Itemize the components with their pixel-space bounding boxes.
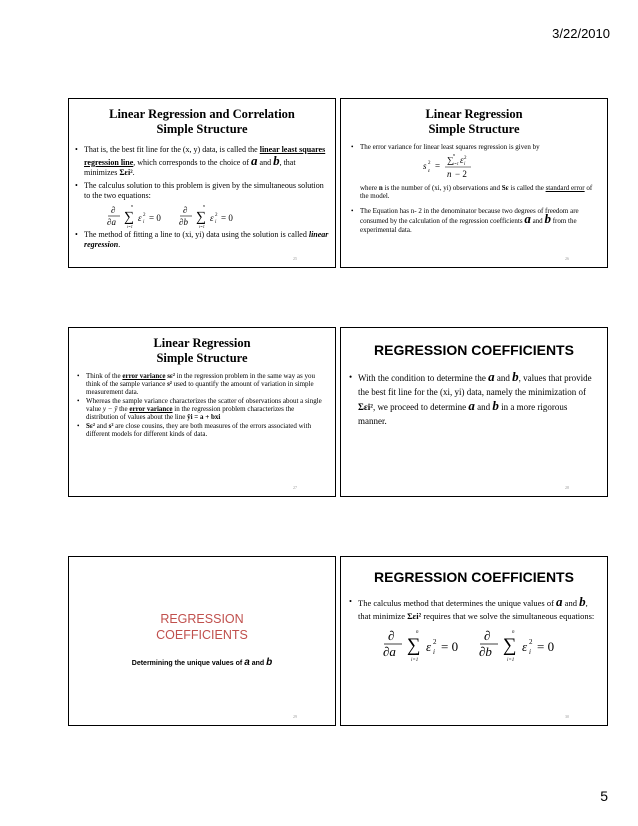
svg-text:∂: ∂: [484, 628, 491, 643]
svg-text:ε: ε: [210, 212, 214, 223]
where-note: where n is the number of (xi, yi) observations and Sε is called the standard error of the model.: [360, 183, 593, 200]
svg-text:= 0: = 0: [441, 639, 459, 654]
slide-title: Linear Regression and Correlation Simple Structure: [109, 107, 295, 136]
svg-text:=: =: [435, 160, 441, 171]
svg-text:i: i: [433, 648, 435, 656]
section-title: REGRESSION COEFFICIENTS: [156, 612, 248, 642]
svg-text:∂b: ∂b: [179, 216, 188, 227]
slide-title: REGRESSION COEFFICIENTS: [374, 342, 574, 358]
bullet-item: • The Equation has n- 2 in the denominator because two degrees of freedom are consumed by the calculation of the regression coefficients a and b from the experimental data.: [351, 207, 597, 235]
partial-derivative-equations: [383, 627, 607, 663]
svg-text:∂a: ∂a: [383, 644, 396, 659]
slide-number: 28: [565, 485, 569, 490]
bullet-item: • With the condition to determine the a and b, values that provide the best fit line for the (xi, yi) data, namely the minimization of Σεi², we proceed to determine a and b in a more rigorous manner.: [349, 370, 597, 428]
bullet-list: [75, 145, 329, 202]
bullet-list: [351, 143, 597, 152]
svg-text:n: n: [203, 203, 205, 208]
svg-text:i=1: i=1: [199, 223, 205, 229]
svg-text:= 0: = 0: [221, 212, 233, 223]
bullet-item: • Think of the error variance sε² in the regression problem in the same way as you think of the sample variance s² used to quantify the amount of variation in simple measurement data.: [77, 372, 327, 396]
svg-text:n: n: [447, 168, 452, 179]
slide-26: [340, 98, 608, 268]
svg-text:ε: ε: [426, 639, 432, 654]
page-date: 3/22/2010: [552, 26, 610, 41]
bullet-item: • The method of fitting a line to (xi, yi) data using the solution is called linear regression.: [75, 230, 329, 251]
svg-text:∑: ∑: [407, 635, 421, 656]
svg-text:2: 2: [143, 212, 146, 218]
svg-text:= 0: = 0: [537, 639, 555, 654]
bullet-item: • Whereas the sample variance characterizes the scatter of observations about a single value y − ȳ the error variance in the regression problem characterizes the distribution of values about the line ŷi = a + bxi: [77, 397, 327, 421]
bullet-item: • Sε² and s² are close cousins, they are both measures of the errors associated with different models for different kinds of data.: [77, 422, 327, 438]
slide-25: [68, 98, 336, 268]
slide-30: [340, 556, 608, 726]
bullet-list: [75, 230, 329, 251]
svg-text:∂: ∂: [183, 204, 188, 215]
svg-text:s: s: [423, 160, 427, 171]
svg-text:2: 2: [464, 155, 467, 161]
svg-text:∑: ∑: [503, 635, 517, 656]
svg-text:i=1: i=1: [507, 658, 515, 663]
svg-text:∂a: ∂a: [107, 216, 116, 227]
page-number: 5: [600, 788, 608, 804]
bullet-list: [349, 595, 597, 623]
error-variance-equation: [423, 152, 607, 182]
bullet-list: [77, 372, 327, 438]
bullet-list: [349, 370, 597, 428]
svg-text:2: 2: [529, 638, 533, 646]
svg-text:2: 2: [433, 638, 437, 646]
svg-text:∂b: ∂b: [479, 644, 492, 659]
svg-text:n: n: [416, 630, 419, 635]
svg-text:n: n: [453, 151, 455, 157]
svg-text:i: i: [215, 219, 217, 225]
bullet-item: • The calculus solution to this problem is given by the simultaneous solution to the two equations:: [75, 181, 329, 202]
slide-number: 29: [293, 714, 297, 719]
svg-text:∑: ∑: [447, 154, 454, 165]
svg-text:∂: ∂: [388, 628, 395, 643]
svg-text:= 0: = 0: [149, 212, 161, 223]
svg-text:ε: ε: [522, 639, 528, 654]
svg-text:2: 2: [215, 212, 218, 218]
slide-29: [68, 556, 336, 726]
bullet-list: [351, 207, 597, 235]
svg-text:2: 2: [428, 160, 431, 166]
svg-text:n: n: [131, 203, 133, 208]
slide-title: REGRESSION COEFFICIENTS: [374, 569, 574, 585]
svg-text:ε: ε: [138, 212, 142, 223]
svg-text:∑: ∑: [196, 209, 206, 225]
svg-text:∂: ∂: [111, 204, 116, 215]
svg-text:ε: ε: [460, 154, 464, 165]
svg-text:i: i: [464, 161, 466, 167]
bullet-item: • The error variance for linear least squares regression is given by: [351, 143, 597, 152]
section-subtitle: Determining the unique values of a and b: [131, 657, 273, 668]
bullet-item: • That is, the best fit line for the (x, y) data, is called the linear least squares regression line, which corresponds to the choice of a and b, that minimizes Σεi².: [75, 145, 329, 179]
svg-text:i: i: [143, 219, 145, 225]
slide-28: [340, 327, 608, 497]
svg-text:i=1: i=1: [453, 160, 459, 166]
slide-number: 27: [293, 485, 297, 490]
svg-text:i=1: i=1: [127, 223, 133, 229]
svg-text:∑: ∑: [124, 209, 134, 225]
svg-text:n: n: [512, 630, 515, 635]
slide-title: Linear Regression Simple Structure: [425, 107, 523, 136]
svg-text:− 2: − 2: [455, 168, 467, 179]
slide-27: [68, 327, 336, 497]
partial-derivative-equations: [107, 204, 335, 230]
svg-text:i=1: i=1: [411, 658, 419, 663]
slide-number: 25: [293, 256, 297, 261]
slide-title: Linear Regression Simple Structure: [153, 336, 251, 365]
svg-text:ε: ε: [428, 168, 430, 174]
bullet-item: • The calculus method that determines the unique values of a and b, that minimize Σεi² requires that we solve the simultaneous equations:: [349, 595, 597, 623]
svg-text:i: i: [529, 648, 531, 656]
slide-number: 30: [565, 714, 569, 719]
slide-number: 26: [565, 256, 569, 261]
